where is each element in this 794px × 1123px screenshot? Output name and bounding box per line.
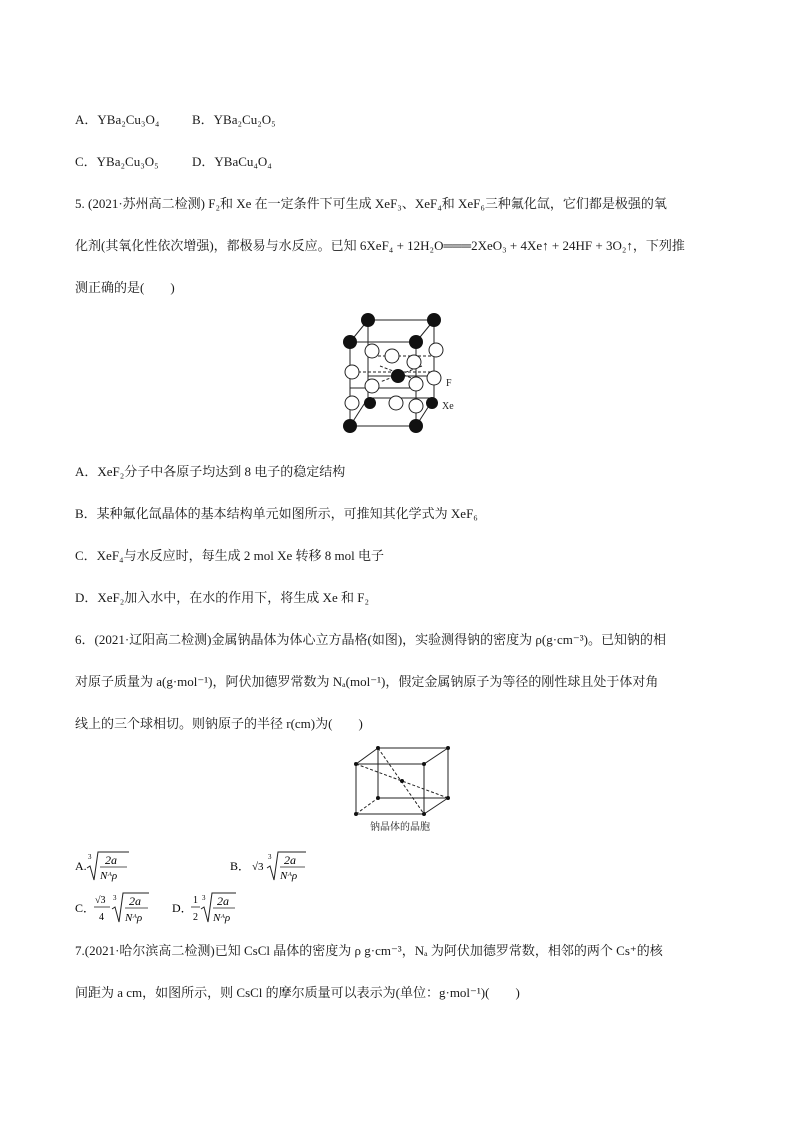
q5-option-c: C．XeF₄与水反应时，每生成 2 mol Xe 转移 8 mol 电子 — [75, 548, 384, 563]
svg-text:A.: A. — [75, 859, 87, 873]
svg-text:Nᴬρ: Nᴬρ — [280, 870, 298, 882]
svg-text:4: 4 — [99, 912, 104, 923]
q4-option-c: C．YBa₂Cu₃O₅ — [75, 154, 159, 169]
q7-stem-line-1: 7.(2021·哈尔滨高二检测)已知 CsCl 晶体的密度为 ρ g·cm⁻³，Nₐ 为阿伏加德罗常数，相邻的两个 Cs⁺的核 — [75, 943, 663, 958]
figure-caption: 钠晶体的晶胞 — [370, 822, 430, 833]
svg-text:2a: 2a — [105, 853, 117, 867]
xe-label: Xe — [442, 401, 454, 412]
f-label: F — [446, 378, 452, 389]
q4-option-d: D．YBaCu₄O₄ — [192, 154, 272, 169]
q6-stem-line-1: 6．(2021·辽阳高二检测)金属钠晶体为体心立方晶格(如图)，实验测得钠的密度为 ρ(g·cm⁻³)。已知钠的相 — [75, 632, 667, 647]
svg-text:3: 3 — [88, 853, 92, 861]
q4-option-b: B．YBa₂Cu₂O₅ — [192, 112, 276, 127]
svg-text:2a: 2a — [284, 853, 296, 867]
q6-stem-line-3: 线上的三个球相切。则钠原子的半径 r(cm)为( ) — [75, 716, 363, 731]
svg-text:2: 2 — [193, 912, 198, 923]
q6-option-a — [75, 850, 155, 882]
q6-option-c — [75, 890, 171, 924]
xenon-fluoride-unit-cell-figure — [336, 306, 466, 434]
svg-text:Nᴬρ: Nᴬρ — [125, 912, 143, 924]
svg-text:√3: √3 — [95, 895, 106, 906]
svg-text:1: 1 — [193, 895, 198, 906]
q7-stem-line-2: 间距为 a cm，如图所示，则 CsCl 的摩尔质量可以表示为(单位：g·mol⁻¹)( ) — [75, 985, 520, 1000]
q5-stem-line-2: 化剂(其氧化性依次增强)，都极易与水反应。已知 6XeF₄ + 12H₂O═══2XeO₃ + 4Xe↑ + 24HF + 3O₂↑，下列推 — [75, 238, 685, 253]
svg-text:3: 3 — [268, 853, 272, 861]
svg-text:Nᴬρ: Nᴬρ — [213, 912, 231, 924]
q6-option-d-expression — [172, 890, 252, 926]
q5-stem-line-1: 5. (2021·苏州高二检测) F₂和 Xe 在一定条件下可生成 XeF₃、XeF₄和 XeF₆三种氟化氙，它们都是极强的氧 — [75, 196, 667, 211]
q5-option-a: A．XeF₂分子中各原子均达到 8 电子的稳定结构 — [75, 464, 346, 479]
q6-option-b-expression — [230, 850, 330, 884]
q5-option-d: D．XeF₂加入水中，在水的作用下，将生成 Xe 和 F₂ — [75, 590, 369, 605]
svg-text:2a: 2a — [217, 894, 229, 908]
svg-text:B．: B． — [230, 859, 251, 873]
q4-option-a: A．YBa₂Cu₃O₄ — [75, 112, 160, 127]
q5-stem-line-3: 测正确的是( ) — [75, 280, 175, 295]
svg-text:D．: D． — [172, 901, 193, 915]
q6-stem-line-2: 对原子质量为 a(g·mol⁻¹)，阿伏加德罗常数为 Nₐ(mol⁻¹)，假定金属钠原子为等径的刚性球且处于体对角 — [75, 674, 659, 689]
svg-text:3: 3 — [113, 894, 117, 902]
svg-text:3: 3 — [202, 894, 206, 902]
q6-option-b — [230, 850, 330, 882]
q6-option-d — [172, 890, 252, 924]
svg-text:√3: √3 — [252, 861, 264, 873]
sodium-bcc-unit-cell-figure — [348, 742, 452, 834]
q5-option-b: B．某种氟化氙晶体的基本结构单元如图所示，可推知其化学式为 XeF₆ — [75, 506, 478, 521]
q6-option-a-expression — [75, 850, 155, 884]
q6-option-c-expression — [75, 890, 171, 926]
svg-text:C．: C． — [75, 901, 96, 915]
svg-text:Nᴬρ: Nᴬρ — [100, 870, 118, 882]
svg-text:2a: 2a — [129, 894, 141, 908]
